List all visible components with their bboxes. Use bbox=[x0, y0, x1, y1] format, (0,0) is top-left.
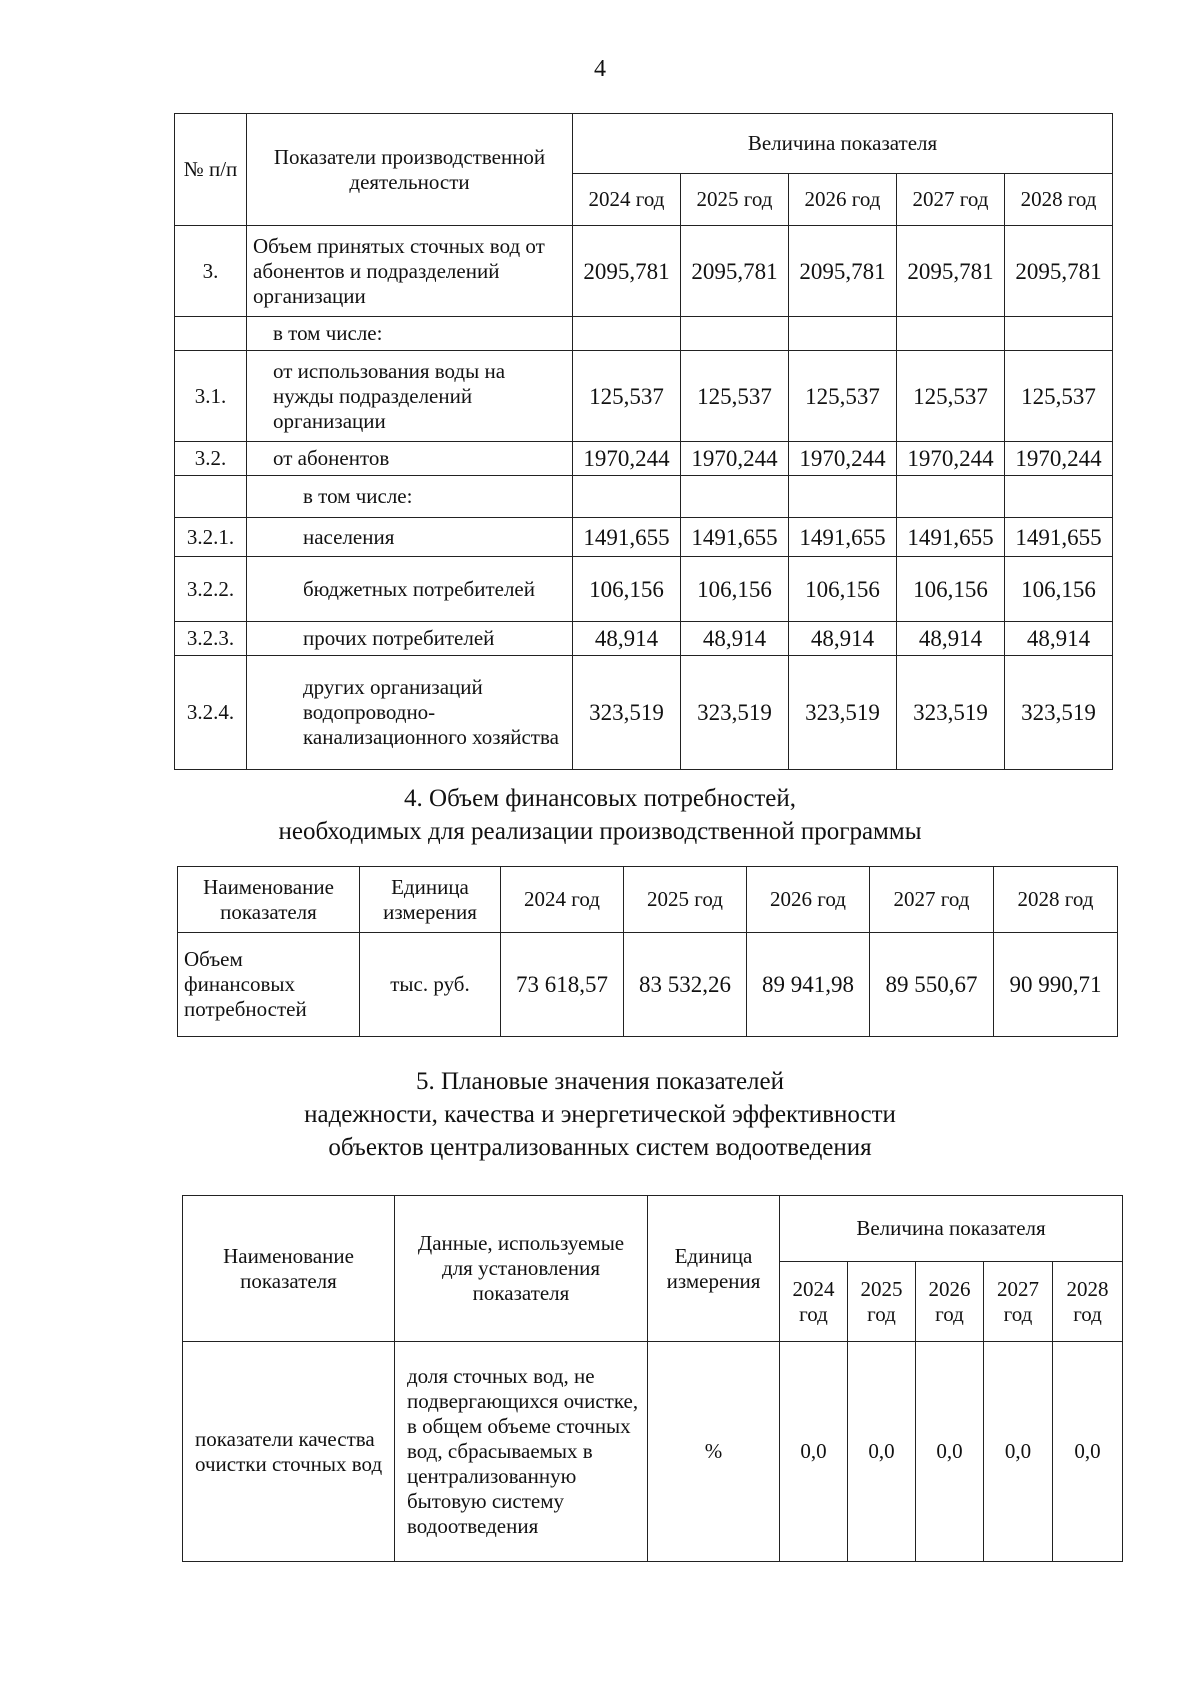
row-value: 2095,781 bbox=[573, 226, 681, 317]
row-num: 3.2.4. bbox=[175, 656, 247, 770]
header-year: 2024 год bbox=[780, 1262, 848, 1342]
table-row bbox=[175, 476, 1113, 518]
row-value: 48,914 bbox=[789, 622, 897, 656]
row-value: 1970,244 bbox=[789, 442, 897, 476]
row-label: населения bbox=[247, 518, 573, 557]
header-year: 2028 год bbox=[1005, 174, 1113, 226]
row-value: 1491,655 bbox=[789, 518, 897, 557]
header-year: 2024 год bbox=[573, 174, 681, 226]
row-value: 125,537 bbox=[1005, 351, 1113, 442]
row-value: 106,156 bbox=[1005, 557, 1113, 622]
row-value: 0,0 bbox=[984, 1342, 1053, 1562]
row-num: 3.2.2. bbox=[175, 557, 247, 622]
header-year: 2025 год bbox=[624, 867, 747, 933]
row-value: 106,156 bbox=[681, 557, 789, 622]
row-value: 125,537 bbox=[897, 351, 1005, 442]
row-value bbox=[1005, 476, 1113, 518]
row-value: 125,537 bbox=[573, 351, 681, 442]
row-value: 1491,655 bbox=[897, 518, 1005, 557]
row-value: 0,0 bbox=[780, 1342, 848, 1562]
row-num: 3.2. bbox=[175, 442, 247, 476]
row-value: 48,914 bbox=[681, 622, 789, 656]
row-value: 1970,244 bbox=[573, 442, 681, 476]
row-value: 0,0 bbox=[1053, 1342, 1123, 1562]
row-label: в том числе: bbox=[247, 317, 573, 351]
row-value bbox=[897, 317, 1005, 351]
header-num: № п/п bbox=[175, 114, 247, 226]
row-value: 48,914 bbox=[1005, 622, 1113, 656]
row-num: 3.2.1. bbox=[175, 518, 247, 557]
row-value: 125,537 bbox=[681, 351, 789, 442]
header-year: 2028 год bbox=[1053, 1262, 1123, 1342]
row-value: 1970,244 bbox=[897, 442, 1005, 476]
header-value: Величина показателя bbox=[780, 1196, 1123, 1262]
section4-title-line2: необходимых для реализации производственной программы bbox=[278, 818, 922, 845]
header-year: 2026 год bbox=[789, 174, 897, 226]
header-unit: Единица измерения bbox=[648, 1196, 780, 1342]
row-value bbox=[897, 476, 1005, 518]
table-row bbox=[175, 226, 1113, 317]
reliability-table bbox=[182, 1195, 1123, 1562]
row-value: 1491,655 bbox=[1005, 518, 1113, 557]
section5-title-line1: 5. Плановые значения показателей bbox=[415, 1068, 785, 1095]
row-value: 323,519 bbox=[897, 656, 1005, 770]
table-row bbox=[175, 317, 1113, 351]
row-value: 106,156 bbox=[897, 557, 1005, 622]
header-year: 2027 год bbox=[984, 1262, 1053, 1342]
row-label: от абонентов bbox=[247, 442, 573, 476]
row-value: 323,519 bbox=[789, 656, 897, 770]
table-row bbox=[175, 622, 1113, 656]
row-label: от использования воды на нужды подразделений организации bbox=[247, 351, 573, 442]
row-name: показатели качества очистки сточных вод bbox=[183, 1342, 395, 1562]
header-indicator: Показатели производственной деятельности bbox=[247, 114, 573, 226]
header-unit: Единица измерения bbox=[360, 867, 501, 933]
row-value bbox=[1005, 317, 1113, 351]
header-year: 2028 год bbox=[994, 867, 1118, 933]
row-value bbox=[573, 476, 681, 518]
row-num: 3.1. bbox=[175, 351, 247, 442]
row-value: 90 990,71 bbox=[994, 933, 1118, 1037]
row-value: 89 550,67 bbox=[870, 933, 994, 1037]
row-value: 48,914 bbox=[897, 622, 1005, 656]
row-value: 0,0 bbox=[916, 1342, 984, 1562]
row-value: 323,519 bbox=[573, 656, 681, 770]
row-value: 2095,781 bbox=[789, 226, 897, 317]
table-row bbox=[175, 557, 1113, 622]
row-value: 2095,781 bbox=[897, 226, 1005, 317]
row-label: бюджетных потребителей bbox=[247, 557, 573, 622]
row-label: в том числе: bbox=[247, 476, 573, 518]
row-label: Объем принятых сточных вод от абонентов и подразделений организации bbox=[247, 226, 573, 317]
header-year: 2027 год bbox=[870, 867, 994, 933]
header-year: 2025 год bbox=[681, 174, 789, 226]
section4-title-line1: 4. Объем финансовых потребностей, bbox=[404, 785, 796, 812]
row-value: 1970,244 bbox=[1005, 442, 1113, 476]
header-year: 2025 год bbox=[848, 1262, 916, 1342]
header-year: 2026 год bbox=[916, 1262, 984, 1342]
row-value: 1491,655 bbox=[573, 518, 681, 557]
financial-needs-table bbox=[177, 866, 1118, 1037]
row-data: доля сточных вод, не подвергающихся очистке, в общем объеме сточных вод, сбрасываемых в централизованную бытовую систему водоотведения bbox=[395, 1342, 648, 1562]
header-value: Величина показателя bbox=[573, 114, 1113, 174]
production-table bbox=[174, 113, 1113, 770]
row-value: 106,156 bbox=[789, 557, 897, 622]
row-value: 1970,244 bbox=[681, 442, 789, 476]
row-value: 83 532,26 bbox=[624, 933, 747, 1037]
row-num: 3. bbox=[175, 226, 247, 317]
row-label: других организаций водопроводно-канализационного хозяйства bbox=[247, 656, 573, 770]
row-value bbox=[573, 317, 681, 351]
row-value bbox=[789, 476, 897, 518]
row-num: 3.2.3. bbox=[175, 622, 247, 656]
row-value bbox=[681, 317, 789, 351]
row-value: 106,156 bbox=[573, 557, 681, 622]
section5-title-line3: объектов централизованных систем водоотведения bbox=[328, 1134, 872, 1161]
header-name: Наименование показателя bbox=[183, 1196, 395, 1342]
row-value: 73 618,57 bbox=[501, 933, 624, 1037]
row-label: прочих потребителей bbox=[247, 622, 573, 656]
table-row bbox=[175, 442, 1113, 476]
row-unit: тыс. руб. bbox=[360, 933, 501, 1037]
row-name: Объем финансовых потребностей bbox=[178, 933, 360, 1037]
table-row bbox=[175, 656, 1113, 770]
header-data: Данные, используемые для установления показателя bbox=[395, 1196, 648, 1342]
row-value: 323,519 bbox=[1005, 656, 1113, 770]
table-row bbox=[175, 351, 1113, 442]
row-value: 2095,781 bbox=[1005, 226, 1113, 317]
header-name: Наименование показателя bbox=[178, 867, 360, 933]
header-year: 2024 год bbox=[501, 867, 624, 933]
header-year: 2026 год bbox=[747, 867, 870, 933]
row-value: 89 941,98 bbox=[747, 933, 870, 1037]
row-num bbox=[175, 476, 247, 518]
header-year: 2027 год bbox=[897, 174, 1005, 226]
row-num bbox=[175, 317, 247, 351]
row-value: 323,519 bbox=[681, 656, 789, 770]
row-value: 2095,781 bbox=[681, 226, 789, 317]
table-row bbox=[178, 933, 1118, 1037]
section5-title-line2: надежности, качества и энергетической эффективности bbox=[304, 1101, 896, 1128]
table-row bbox=[175, 518, 1113, 557]
row-value: 0,0 bbox=[848, 1342, 916, 1562]
row-value: 125,537 bbox=[789, 351, 897, 442]
table-row bbox=[183, 1342, 1123, 1562]
row-value: 1491,655 bbox=[681, 518, 789, 557]
row-value: 48,914 bbox=[573, 622, 681, 656]
row-value bbox=[681, 476, 789, 518]
row-unit: % bbox=[648, 1342, 780, 1562]
row-value bbox=[789, 317, 897, 351]
page-number: 4 bbox=[594, 56, 606, 82]
